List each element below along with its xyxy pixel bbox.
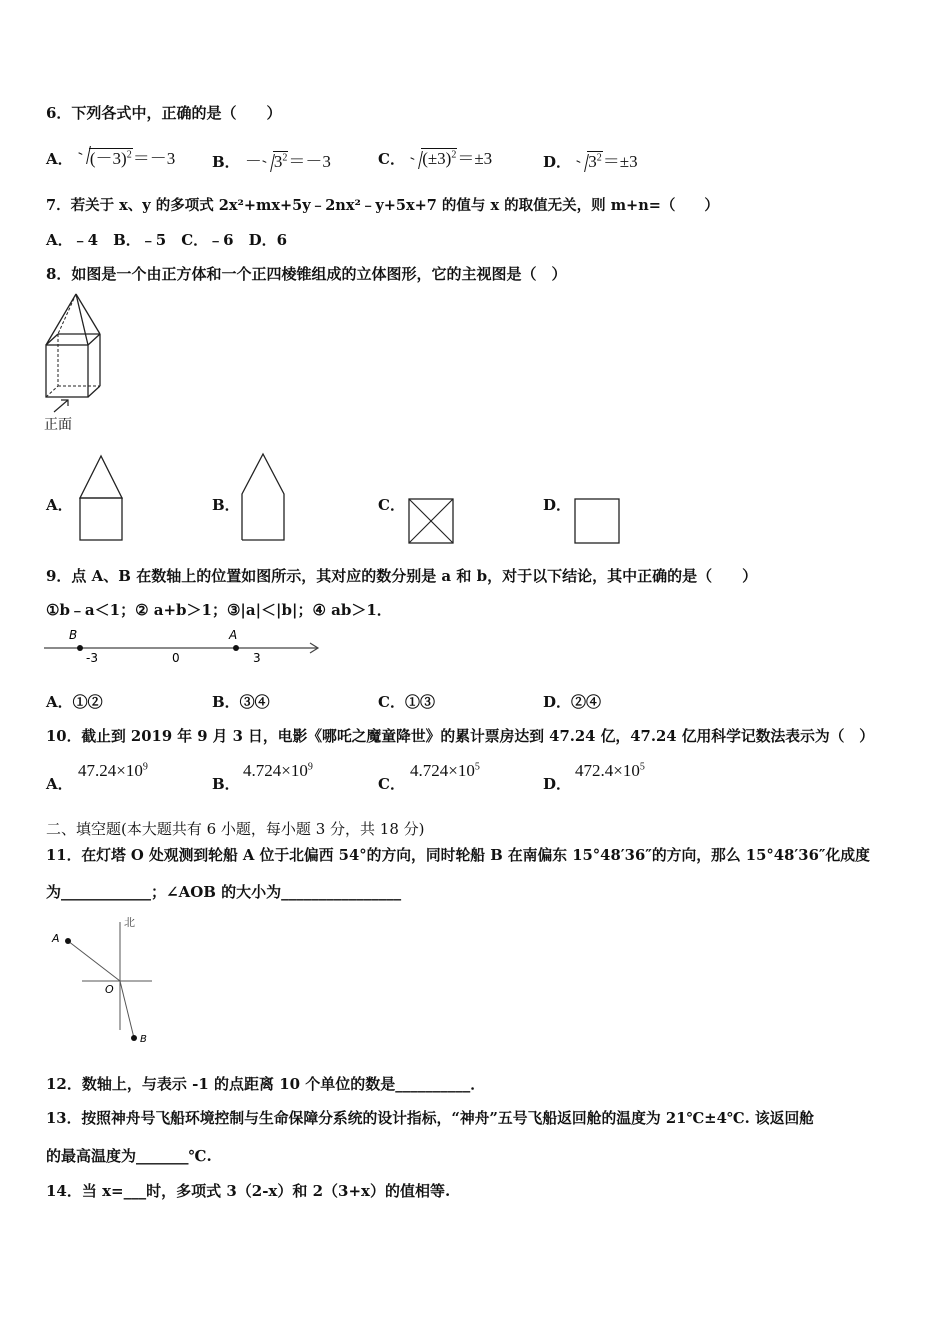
q6-d-sup: 2 (596, 152, 602, 164)
q13-line2: 的最高温度为_______℃. (46, 1147, 212, 1165)
q6-d-rhs: ＝±3 (602, 152, 638, 171)
q10-option-a[interactable] (78, 761, 148, 781)
q6-a-label: A． (46, 150, 73, 168)
q8-a-label: A． (46, 496, 73, 514)
q10-d-base: 472.4×10 (575, 761, 640, 780)
q9-tick-neg3: -3 (86, 651, 98, 665)
q8-option-c-figure[interactable] (406, 496, 456, 546)
q10-a-label: A． (46, 775, 73, 793)
q8-stem: 8．如图是一个由正方体和一个正四棱锥组成的立体图形，它的主视图是（ ） (46, 265, 567, 283)
q9-option-d[interactable]: D．②④ (543, 693, 602, 711)
q8-d-label: D． (543, 496, 572, 514)
q10-b-label: B． (212, 775, 240, 793)
q10-c-exp: 5 (474, 761, 480, 773)
q7-stem: 7．若关于 x、y 的多项式 2x²+mx+5y﹣2nx²﹣y+5x+7 的值与 x 的取值无关，则 m+n=（ ） (46, 197, 719, 214)
q6-c-sup: 2 (451, 149, 457, 161)
q10-c-label: C． (378, 775, 405, 793)
q6-b-pre: － (244, 152, 262, 171)
q13-line1: 13．按照神舟号飞船环境控制与生命保障分系统的设计指标，“神舟”五号飞船返回舱的温度为 21℃±4℃. 该返回舱 (46, 1110, 815, 1127)
q10-option-d[interactable] (575, 761, 645, 781)
q10-a-exp: 9 (142, 761, 148, 773)
q10-d-exp: 5 (639, 761, 645, 773)
q9-tick-0: 0 (172, 651, 180, 665)
q8-front-label: 正面 (44, 417, 72, 433)
q11-point-o-label: O (105, 983, 114, 996)
q9-option-c[interactable]: C．①③ (378, 693, 435, 711)
q10-option-c[interactable] (410, 761, 480, 781)
q10-c-base: 4.724×10 (410, 761, 475, 780)
q10-a-base: 47.24×10 (78, 761, 143, 780)
q14-text: 14．当 x=___时，多项式 3（2-x）和 2（3+x）的值相等. (46, 1182, 451, 1200)
q8-c-label: C． (378, 496, 405, 514)
q6-b-label: B． (212, 153, 240, 171)
q10-stem: 10．截止到 2019 年 9 月 3 日，电影《哪吒之魔童降世》的累计票房达到 47.24 亿，47.24 亿用科学记数法表示为（ ） (46, 728, 875, 745)
q11-line2: 为____________；∠AOB 的大小为________________ (46, 883, 402, 901)
q10-d-label: D． (543, 775, 572, 793)
q6-option-a (46, 144, 175, 169)
q12-text: 12．数轴上，与表示 -1 的点距离 10 个单位的数是__________． (46, 1075, 486, 1093)
q6-b-rhs: ＝－3 (288, 152, 331, 171)
q9-option-a[interactable]: A．①② (46, 693, 103, 711)
q9-tick-3: 3 (253, 651, 261, 665)
q6-b-expr: 3 (273, 152, 283, 171)
q11-compass-diagram (46, 912, 166, 1048)
q8-option-d-figure[interactable] (572, 496, 622, 546)
q11-line1: 11．在灯塔 O 处观测到轮船 A 位于北偏西 54°的方向，同时轮船 B 在南偏东 15°48′36″的方向，那么 15°48′36″化成度 (46, 847, 870, 864)
q6-a-expr: (－3) (89, 149, 127, 168)
q9-option-b[interactable]: B．③④ (212, 693, 270, 711)
q7-options: A．﹣4 B．﹣5 C．﹣6 D．6 (46, 231, 288, 249)
q6-b-sup: 2 (282, 152, 288, 164)
q9-stem: 9．点 A、B 在数轴上的位置如图所示，其对应的数分别是 a 和 b，对于以下结论，其中正确的是（ ） (46, 567, 758, 585)
q6-option-d (543, 147, 638, 172)
q11-point-a-label: A (52, 932, 60, 945)
q8-option-b-figure[interactable] (238, 452, 288, 544)
section2-title: 二、填空题(本大题共有 6 小题，每小题 3 分，共 18 分) (46, 820, 425, 838)
q6-a-rhs: ＝－3 (132, 149, 176, 168)
q6-a-sup: 2 (126, 149, 132, 161)
q6-d-label: D． (543, 153, 572, 171)
q6-c-label: C． (378, 150, 405, 168)
q10-b-exp: 9 (307, 761, 313, 773)
q11-north-label: 北 (124, 916, 135, 929)
q6-option-c (378, 144, 492, 169)
q6-c-expr: (±3) (422, 149, 452, 168)
q10-option-b[interactable] (243, 761, 313, 781)
q10-b-base: 4.724×10 (243, 761, 308, 780)
q9-number-line (44, 624, 324, 668)
q9-point-b-label: B (69, 628, 78, 642)
q11-point-b-label: B (140, 1034, 147, 1045)
q6-stem: 6．下列各式中，正确的是（ ） (46, 104, 282, 122)
q8-option-a-figure[interactable] (76, 454, 126, 544)
q6-option-b (212, 147, 331, 172)
q9-conclusions: ①b﹣a＜1；② a+b＞1；③|a|＜|b|；④ ab＞1． (46, 601, 392, 619)
q9-point-a-label: A (229, 628, 238, 642)
q6-c-rhs: ＝±3 (457, 149, 493, 168)
q6-d-expr: 3 (588, 152, 597, 171)
q8-b-label: B． (212, 496, 240, 514)
